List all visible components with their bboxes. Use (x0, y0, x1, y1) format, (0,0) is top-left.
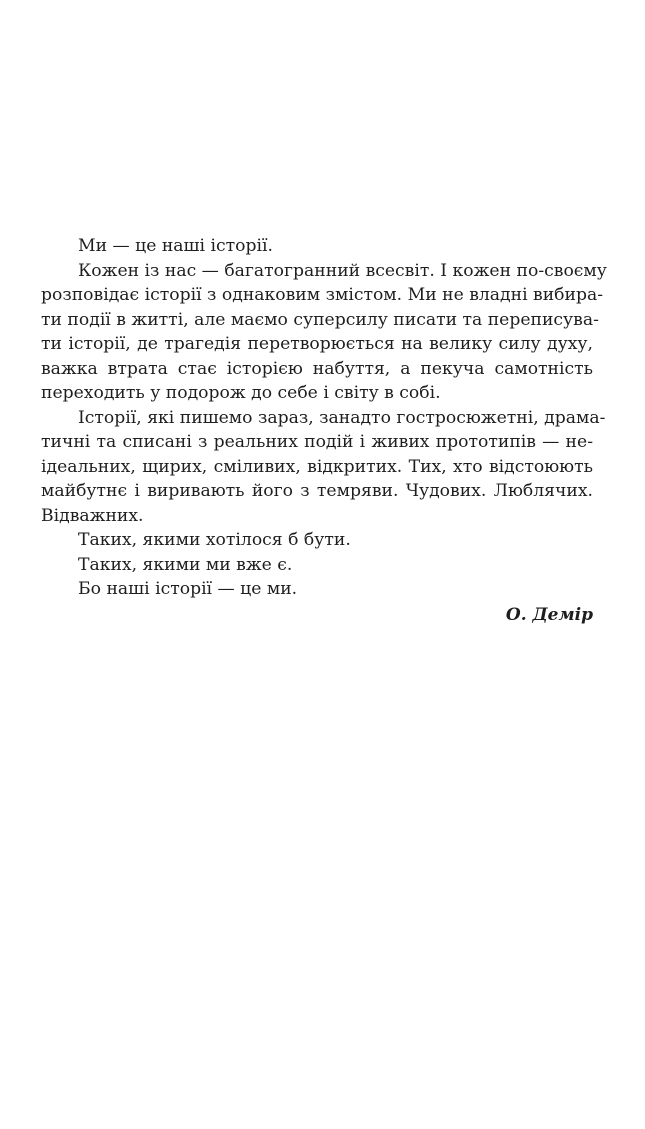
text-line: Кожен із нас — багатогранний всесвіт. І кожен по-своєму (78, 260, 607, 281)
text-line: переходить у подорож до себе і світу в собі. (41, 383, 441, 403)
text-line: ідеальних, щирих, сміливих, відкритих. Тих, хто відстоюють (41, 456, 593, 477)
text-line: розповідає історії з однаковим змістом. Ми не владні вибира- (41, 285, 604, 305)
text-line: Бо наші історії — це ми. (78, 579, 298, 599)
text-line: Ми — це наші історії. (78, 236, 273, 256)
text-line: Історії, які пишемо зараз, занадто гостросюжетні, драма- (78, 407, 606, 428)
text-line: Відважних. (41, 505, 144, 526)
text-line: майбутнє і виривають його з темряви. Чудових. Люблячих. (41, 481, 593, 501)
text-line: ти історії, де трагедія перетворюється на велику силу духу, (41, 334, 593, 354)
text-line: Таких, якими хотілося б бути. (78, 530, 351, 550)
text-line: тичні та списані з реальних подій і живих прототипів — не- (41, 432, 593, 452)
epigraph-text (41, 234, 607, 602)
text-line: ти події в житті, але маємо суперсилу писати та переписува- (41, 309, 599, 330)
text-line: Таких, якими ми вже є. (78, 554, 293, 575)
text-line: важка втрата стає історією набуття, а пекуча самотність (41, 358, 593, 379)
author-signature: О. Демір (505, 605, 593, 625)
